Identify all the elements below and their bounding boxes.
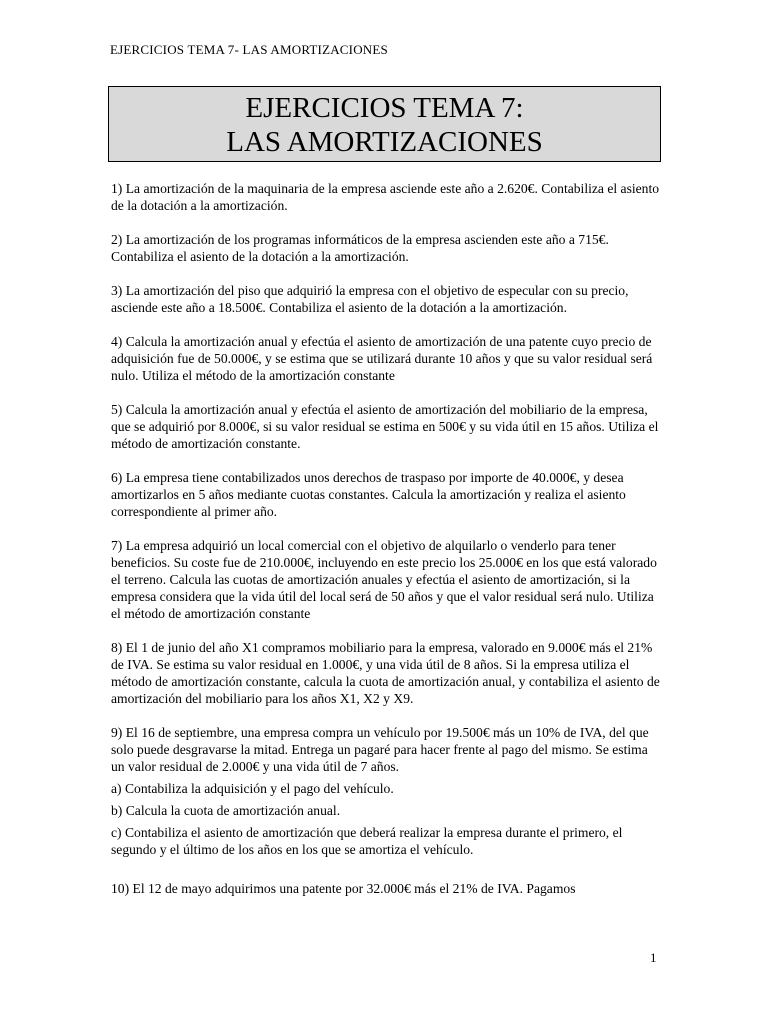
exercise-5: 5) Calcula la amortización anual y efectúa el asiento de amortización del mobiliario de la empresa, que se adquirió por 8.000€, si su valor residual se estima en 500€ y su vida útil en 15 años. Utiliza el método de amortización constante.: [111, 402, 659, 451]
exercise-7: 7) La empresa adquirió un local comercial con el objetivo de alquilarlo o venderlo para tener beneficios. Su coste fue de 210.000€, incluyendo en este precio los 25.000€ en los que está valorado el terreno. Calcula las cuotas de amortización anuales y efectúa el asiento de amortización, si la empresa considera que la vida útil del local será de 50 años y que el valor residual será nulo. Utiliza el método de amortización constante: [111, 538, 657, 621]
exercise-9-c: c) Contabiliza el asiento de amortización que deberá realizar la empresa durante el primero, el segundo y el último de los años en los que se amortiza el vehículo.: [111, 825, 623, 857]
exercise-6: 6) La empresa tiene contabilizados unos derechos de traspaso por importe de 40.000€, y desea amortizarlos en 5 años mediante cuotas constantes. Calcula la amortización y realiza el asiento correspondiente al primer año.: [111, 470, 626, 519]
title-line-1: EJERCICIOS TEMA 7:: [245, 92, 524, 124]
exercise-9-b: b) Calcula la cuota de amortización anual.: [111, 803, 341, 818]
exercise-10: 10) El 12 de mayo adquirimos una patente por 32.000€ más el 21% de IVA. Pagamos: [111, 881, 576, 896]
exercise-3: 3) La amortización del piso que adquirió la empresa con el objetivo de especular con su precio, asciende este año a 18.500€. Contabiliza el asiento de la dotación a la amortización.: [111, 283, 629, 315]
exercise-9-a: a) Contabiliza la adquisición y el pago del vehículo.: [111, 781, 394, 796]
title-box: [108, 86, 661, 162]
title-line-2: LAS AMORTIZACIONES: [226, 126, 543, 158]
exercise-list: [111, 180, 661, 897]
running-header: EJERCICIOS TEMA 7- LAS AMORTIZACIONES: [110, 42, 388, 57]
spacer: [111, 858, 661, 880]
exercise-9-intro: 9) El 16 de septiembre, una empresa compra un vehículo por 19.500€ más un 10% de IVA, del que solo puede desgravarse la mitad. Entrega un pagaré para hacer frente al pago del mismo. Se estima un valor residual de 2.000€ y una vida útil de 7 años.: [111, 725, 649, 774]
exercise-4: 4) Calcula la amortización anual y efectúa el asiento de amortización de una patente cuyo precio de adquisición fue de 50.000€, y se estima que se utilizará durante 10 años y que su valor residual será nulo. Utiliza el método de la amortización constante: [111, 334, 653, 383]
exercise-1: 1) La amortización de la maquinaria de la empresa asciende este año a 2.620€. Contabiliza el asiento de la dotación a la amortización.: [111, 181, 660, 213]
exercise-2: 2) La amortización de los programas informáticos de la empresa ascienden este año a 715€. Contabiliza el asiento de la dotación a la amortización.: [111, 232, 609, 264]
exercise-8: 8) El 1 de junio del año X1 compramos mobiliario para la empresa, valorado en 9.000€ más el 21% de IVA. Se estima su valor residual en 1.000€, y una vida útil de 8 años. Si la empresa utiliza el método de amortización constante, calcula la cuota de amortización anual, y contabiliza el asiento de amortización del mobiliario para los años X1, X2 y X9.: [111, 640, 660, 706]
page-number: 1: [650, 950, 657, 965]
